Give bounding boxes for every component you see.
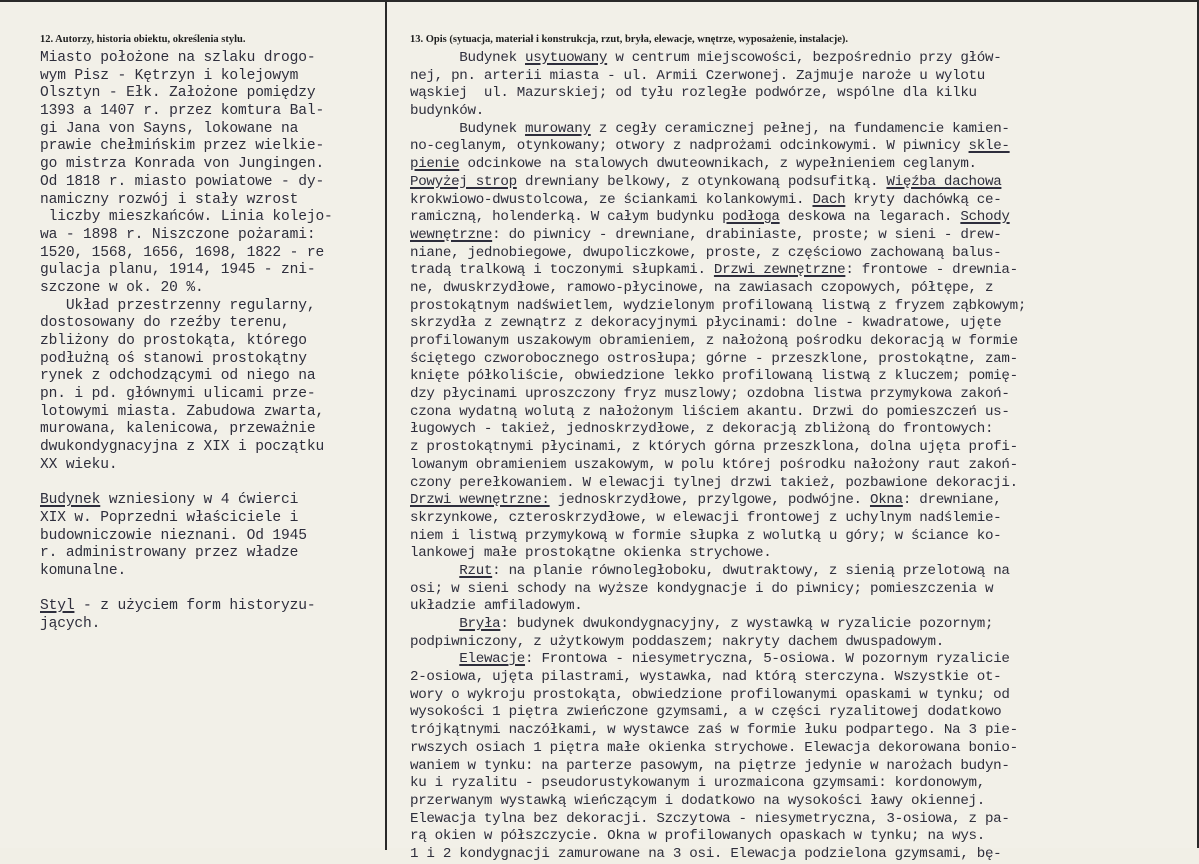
text-segment: z cegły ceramicznej pełnej, na fundamencie kamien- xyxy=(590,120,1010,137)
text-line xyxy=(410,669,1195,687)
text-segment: r. administrowany przez władze xyxy=(40,545,299,562)
text-line xyxy=(410,492,1195,510)
text-segment: : drewniane, xyxy=(902,492,1002,509)
text-segment: knięte półkoliście, obwiedzione lekko profilowaną listwą z kluczem; pomię- xyxy=(410,368,1018,385)
underlined-term: Bryła xyxy=(459,616,501,632)
text-line xyxy=(410,262,1195,280)
text-line xyxy=(410,421,1195,439)
underlined-term: wewnętrzne xyxy=(410,226,493,243)
text-line: wa - 1898 r. Niszczone pożarami: xyxy=(40,226,316,243)
underlined-term: Powyżej strop xyxy=(410,173,517,190)
text-line: podłużną oś stanowi prostokątny xyxy=(40,350,307,367)
text-line: gulacja planu, 1914, 1945 - zni- xyxy=(40,262,316,279)
text-segment: układzie amfiladowym. xyxy=(410,598,583,615)
text-segment: rą okien w półszczycie. Okna w profilowanych opaskach w tynku; na wys. xyxy=(410,828,985,845)
text-segment: 2-osiowa, ujęta pilastrami, wystawka, nad którą sterczyna. Wszystkie ot- xyxy=(410,669,1002,686)
text-line: Miasto położone na szlaku drogo- xyxy=(40,50,316,66)
text-line xyxy=(410,121,1195,139)
text-line xyxy=(410,475,1195,493)
text-line xyxy=(410,616,1195,634)
text-line: lotowymi miasta. Zabudowa zwarta, xyxy=(40,403,325,420)
styl-label: Styl xyxy=(40,598,75,615)
text-line: rynek z odchodzącymi od niego na xyxy=(40,368,316,385)
text-line xyxy=(410,687,1195,705)
text-segment: komunalne. xyxy=(40,562,127,579)
text-line xyxy=(410,828,1195,846)
text-segment: ne, dwuskrzydłowe, ramowo-płycinowe, na zawiasach czopowych, półtępe, z xyxy=(410,279,994,296)
text-line: murowana, kalenicowa, przeważnie xyxy=(40,421,316,438)
text-line xyxy=(410,404,1195,422)
right-column xyxy=(410,32,1195,864)
text-segment: dzy płycinami uproszczony fryz muszlowy; ozdobna listwa przymykowa zakoń- xyxy=(410,386,1010,403)
underlined-term: Elewacje xyxy=(459,651,526,668)
text-line: 1393 a 1407 r. przez komtura Bal- xyxy=(40,103,325,120)
text-line xyxy=(410,174,1195,192)
underlined-term: skle- xyxy=(968,138,1010,155)
text-segment: skrzydła z zewnątrz z dekoracyjnymi płycinami: dolne - kwadratowe, ujęte xyxy=(410,315,1002,332)
text-segment: jednoskrzydłowe, przylgowe, podwójne. xyxy=(549,492,870,509)
text-line xyxy=(410,634,1195,652)
text-segment: Budynek xyxy=(410,120,525,137)
text-line xyxy=(40,616,380,634)
text-segment: Elewacja tylna bez dekoracji. Szczytowa - niesymetryczna, 3-osiowa, z pa- xyxy=(410,810,1010,827)
text-line xyxy=(410,156,1195,174)
text-line xyxy=(40,545,380,563)
text-segment: deskowa na legarach. xyxy=(779,209,961,226)
text-line: Olsztyn - Ełk. Założone pomiędzy xyxy=(40,85,316,102)
text-line xyxy=(410,581,1195,599)
text-segment: czona wydatną wolutą z nałożonym liściem akantu. Drzwi do pomieszczeń us- xyxy=(410,403,1010,420)
text-line xyxy=(410,439,1195,457)
text-segment: ługowych - takież, jednoskrzydłowe, z dekoracją zbliżoną do frontowych: xyxy=(410,421,994,438)
text-segment: jących. xyxy=(40,616,101,632)
text-segment: rwszych osiach 1 piętra małe okienka strychowe. Elewacja dekorowana bonio- xyxy=(410,739,1018,756)
underlined-term: Drzwi wewnętrzne: xyxy=(410,492,550,509)
text-segment: ku i ryzalitu - pseudorustykowanym i urozmaicona gzymsami: kordonowym, xyxy=(410,775,985,792)
text-segment: Budynek xyxy=(410,50,525,66)
text-line xyxy=(410,598,1195,616)
text-segment: przerwanym wystawką wieńczącym i dodatkowo na wysokości ławy okiennej. xyxy=(410,792,985,809)
text-line: Od 1818 r. miasto powiatowe - dy- xyxy=(40,173,325,190)
text-segment: drewniany belkowy, z otynkowaną podsufitką. xyxy=(516,173,887,190)
right-heading: 13. Opis (sytuacja, materiał i konstrukcja, rzut, bryła, elewacje, wnętrze, wyposażenie, instalacje). xyxy=(410,34,849,45)
text-segment: : na planie równoległoboku, dwutraktowy, z sienią przelotową na xyxy=(492,562,1010,579)
text-line xyxy=(410,704,1195,722)
text-line: 1520, 1568, 1656, 1698, 1822 - re xyxy=(40,244,325,261)
description-text xyxy=(410,50,1195,864)
text-line xyxy=(410,528,1195,546)
left-column xyxy=(40,32,380,634)
text-segment: krokwiowo-dwustolcowa, ze ściankami kolankowymi. xyxy=(410,191,813,208)
text-segment: w centrum miejscowości, bezpośrednio przy głów- xyxy=(607,50,1002,66)
underlined-term: podłoga xyxy=(722,209,780,226)
text-line xyxy=(410,209,1195,227)
text-line: dwukondygnacyjna z XIX i początku xyxy=(40,439,325,456)
text-line xyxy=(410,563,1195,581)
text-segment: tradą tralkową i toczonymi słupkami. xyxy=(410,262,714,279)
text-line: go mistrza Konrada von Jungingen. xyxy=(40,156,325,173)
text-line xyxy=(410,245,1195,263)
underlined-term: Dach xyxy=(812,191,846,208)
text-line xyxy=(410,651,1195,669)
underlined-term: Więźba dachowa xyxy=(886,173,1002,190)
text-segment: : budynek dwukondygnacyjny, z wystawką w ryzalicie pozornym; xyxy=(500,616,994,632)
text-segment: profilowanym uszakowym obramieniem, z nałożoną pośrodku dekoracją w formie xyxy=(410,333,1018,349)
underlined-term: Drzwi zewnętrzne xyxy=(713,262,846,279)
budynek-label: Budynek xyxy=(40,492,101,509)
text-segment: czony perełkowaniem. W elewacji tylnej drzwi takież, pozbawione dekoracji. xyxy=(410,474,1018,491)
text-line xyxy=(410,811,1195,829)
text-line xyxy=(40,563,380,581)
text-line xyxy=(410,68,1195,86)
text-line xyxy=(410,740,1195,758)
text-segment: wzniesiony w 4 ćwierci xyxy=(100,492,299,509)
text-line: XX wieku. xyxy=(40,456,118,473)
text-line: gi Jana von Sayns, lokowane na xyxy=(40,120,299,137)
text-segment: : do piwnicy - drewniane, drabiniaste, proste; w sieni - drew- xyxy=(492,226,1002,243)
text-line xyxy=(410,280,1195,298)
text-line xyxy=(410,386,1195,404)
text-line: liczby mieszkańców. Linia kolejo- xyxy=(40,209,333,226)
text-segment: skrzynkowe, czteroskrzydłowe, w elewacji frontowej z uchylnym nadślemie- xyxy=(410,509,1002,526)
text-line: Układ przestrzenny regularny, xyxy=(40,297,316,314)
text-line xyxy=(40,492,380,510)
text-segment: nej, pn. arterii miasta - ul. Armii Czerwonej. Zajmuje naroże u wylotu xyxy=(410,67,985,84)
text-line xyxy=(410,298,1195,316)
text-line: prawie chełmińskim przez wielkie- xyxy=(40,138,325,155)
text-segment xyxy=(410,651,459,667)
text-segment: ramiczną, holenderką. W całym budynku xyxy=(410,209,723,226)
text-line xyxy=(410,457,1195,475)
text-line: zbliżony do prostokąta, którego xyxy=(40,333,307,349)
text-line xyxy=(410,758,1195,776)
text-segment: niem i listwą przymykową w formie słupka z wolutką u góry; w ściance ko- xyxy=(410,527,1002,544)
text-line: namiczny rozwój i stały wzrost xyxy=(40,191,299,208)
text-line xyxy=(40,510,380,528)
text-segment xyxy=(410,616,459,632)
text-line xyxy=(410,846,1195,864)
text-line xyxy=(410,351,1195,369)
text-segment xyxy=(410,563,459,579)
history-text xyxy=(40,50,380,475)
text-segment: lowanym obramieniem uszakowym, w polu której pośrodku nałożony raut zakoń- xyxy=(410,456,1018,473)
text-segment: niane, jednobiegowe, dwupoliczkowe, proste, z częściowo zachowaną balus- xyxy=(410,244,1002,261)
column-divider xyxy=(385,2,387,850)
text-line: pn. i pd. głównymi ulicami prze- xyxy=(40,386,316,403)
text-segment: trójkątnymi naczółkami, w wystawce zaś w formie łuku podpartego. Na 3 pie- xyxy=(410,722,1018,739)
text-line xyxy=(410,722,1195,740)
text-line xyxy=(40,528,380,546)
underlined-term: Rzut xyxy=(459,562,493,579)
text-segment: podpiwniczony, z użytkowym poddaszem; nakryty dachem dwuspadowym. xyxy=(410,633,944,650)
text-line xyxy=(410,775,1195,793)
text-segment: : frontowe - drewnia- xyxy=(845,262,1018,279)
underlined-term: Schody xyxy=(960,209,1010,226)
text-segment: - z użyciem form historyzu- xyxy=(74,598,316,615)
text-segment: osi; w sieni schody na wyższe kondygnacje i do piwnicy; pomieszczenia w xyxy=(410,580,994,597)
text-line xyxy=(410,103,1195,121)
underlined-term: pienie xyxy=(410,156,460,173)
text-line xyxy=(40,598,380,616)
text-segment: prostokątnym nadświetlem, wydzielonym profilowaną listwą z fryzem ząbkowym; xyxy=(410,297,1027,314)
text-segment: z prostokątnymi płycinami, z których górna przeszklona, dolna ujęta profi- xyxy=(410,439,1018,456)
text-line xyxy=(410,138,1195,156)
text-line xyxy=(410,368,1195,386)
text-line xyxy=(410,50,1195,68)
text-line xyxy=(410,85,1195,103)
text-line xyxy=(410,545,1195,563)
text-line xyxy=(410,192,1195,210)
text-segment: lankowej małe prostokątne okienka strychowe. xyxy=(410,545,772,562)
text-segment: wysokości 1 piętra zwieńczone gzymsami, a w części ryzalitowej dodatkowo xyxy=(410,704,1002,721)
text-segment: waniem w tynku: na parterze pasowym, na piętrze jedynie w narożach budyn- xyxy=(410,757,1010,774)
underlined-term: usytuowany xyxy=(525,50,608,66)
text-line: szczone w ok. 20 %. xyxy=(40,279,204,296)
left-heading: 12. Autorzy, historia obiektu, określenia stylu. xyxy=(40,34,246,45)
text-line: wym Pisz - Kętrzyn i kolejowym xyxy=(40,67,299,84)
text-line xyxy=(410,315,1195,333)
text-segment: wory o wykroju prostokąta, obwiedzione profilowanymi opaskami w tynku; od xyxy=(410,686,1010,703)
text-segment: ściętego czworobocznego ostrosłupa; górne - przeszklone, prostokątne, zam- xyxy=(410,350,1018,367)
text-line xyxy=(410,227,1195,245)
style-paragraph xyxy=(40,598,380,633)
text-segment: budowniczowie nieznani. Od 1945 xyxy=(40,527,307,544)
text-line: dostosowany do rzeźby terenu, xyxy=(40,315,290,332)
text-segment: kryty dachówką ce- xyxy=(845,191,1002,208)
text-line xyxy=(410,333,1195,351)
text-segment: odcinkowe na stalowych dwuteownikach, z wypełnieniem ceglanym. xyxy=(459,156,977,173)
text-segment: wąskiej ul. Mazurskiej; od tyłu rozległe podwórze, wspólne dla kilku xyxy=(410,85,977,102)
text-line xyxy=(410,510,1195,528)
underlined-term: Okna xyxy=(869,492,903,509)
text-line xyxy=(410,793,1195,811)
underlined-term: murowany xyxy=(525,120,591,137)
text-segment: : Frontowa - niesymetryczna, 5-osiowa. W pozornym ryzalicie xyxy=(525,651,1010,668)
text-segment: no-ceglanym, otynkowany; otwory z nadprożami odcinkowymi. W piwnicy xyxy=(410,138,969,155)
text-segment: XIX w. Poprzedni właściciele i xyxy=(40,509,299,526)
building-paragraph xyxy=(40,492,380,580)
text-segment: budynków. xyxy=(410,103,484,120)
text-segment: 1 i 2 kondygnacji zamurowane na 3 osi. Elewacja podzielona gzymsami, bę- xyxy=(410,845,1002,862)
